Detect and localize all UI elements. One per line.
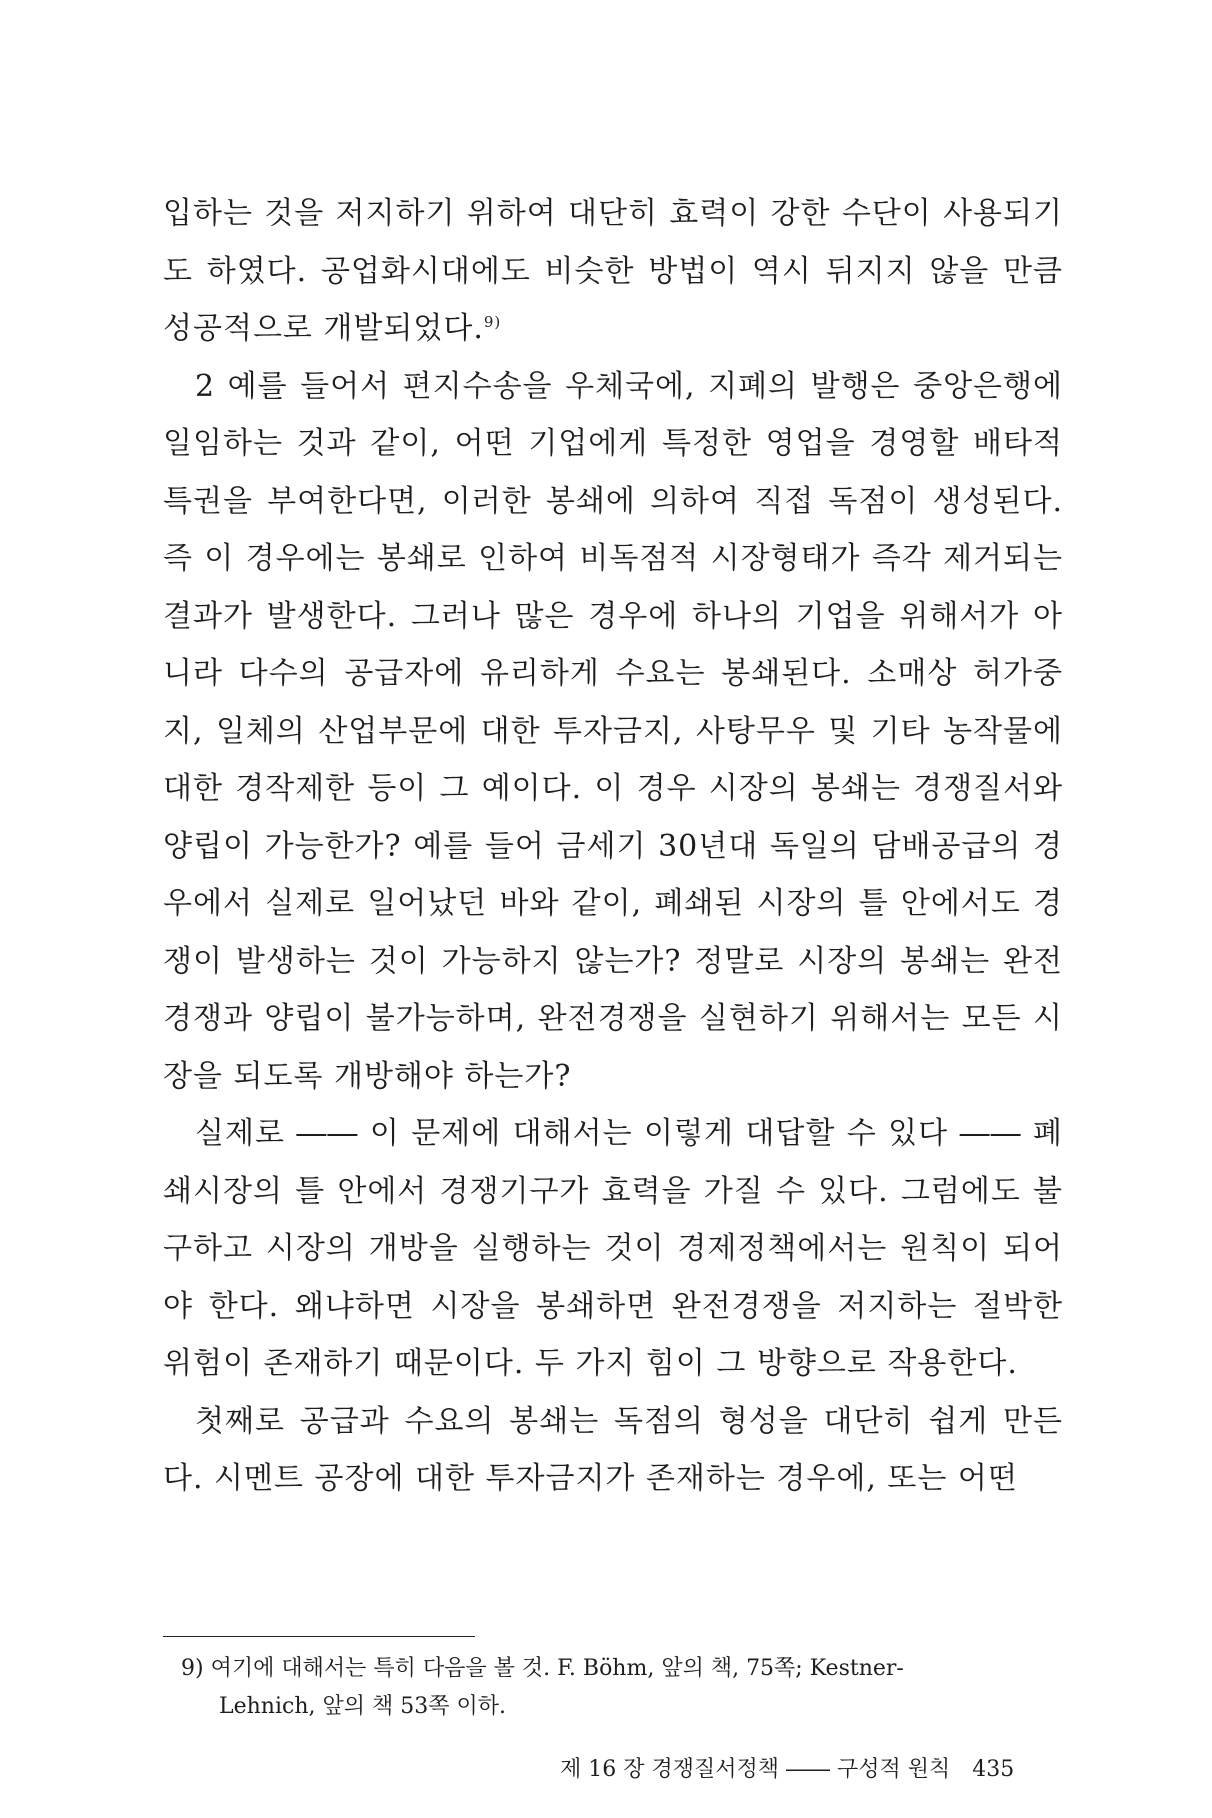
page-number: 435 [972, 1757, 1015, 1782]
footnote-divider [163, 1636, 475, 1637]
paragraph-text: 실제로 ―― 이 문제에 대해서는 이렇게 대답할 수 있다 ―― 폐쇄시장의 틀 안에서 경쟁기구가 효력을 가질 수 있다. 그럼에도 불구하고 시장의 개방을 실행하는 것이 경제정책에서는 원칙이 되어야 한다. 왜냐하면 시장을 봉쇄하면 완전경쟁을 저지하는 절박한 위험이 존재하기 때문이다. 두 가지 힘이 그 방향으로 작용한다. [163, 1116, 1063, 1381]
footnote [181, 1650, 1061, 1726]
paragraph-4 [163, 1393, 1063, 1508]
footnote-line-2: Lehnich, 앞의 책 53쪽 이하. [219, 1694, 506, 1719]
paragraph-1 [163, 185, 1063, 358]
paragraph-2 [163, 358, 1063, 1106]
paragraph-text: 입하는 것을 저지하기 위하여 대단히 효력이 강한 수단이 사용되기도 하였다. 공업화시대에도 비슷한 방법이 역시 뒤지지 않을 만큼 성공적으로 개발되었다. [163, 196, 1063, 346]
paragraph-text: 첫째로 공급과 수요의 봉쇄는 독점의 형성을 대단히 쉽게 만든다. 시멘트 공장에 대한 투자금지가 존재하는 경우에, 또는 어떤 [163, 1403, 1063, 1496]
running-head: 제 16 장 경쟁질서정책 ―― 구성적 원칙 [560, 1757, 951, 1782]
main-text [163, 185, 1063, 1508]
paragraph-text: 2 예를 들어서 편지수송을 우체국에, 지폐의 발행은 중앙은행에 일임하는 것과 같이, 어떤 기업에게 특정한 영업을 경영할 배타적 특권을 부여한다면, 이러한 봉쇄에 의하여 직접 독점이 생성된다. 즉 이 경우에는 봉쇄로 인하여 비독점적 시장형태가 즉각 제거되는 결과가 발생한다. 그러나 많은 경우에 하나의 기업을 위해서가 아니라 다수의 공급자에 유리하게 수요는 봉쇄된다. 소매상 허가중지, 일체의 산업부문에 대한 투자금지, 사탕무우 및 기타 농작물에 대한 경작제한 등이 그 예이다. 이 경우 시장의 봉쇄는 경쟁질서와 양립이 가능한가? 예를 들어 금세기 30년대 독일의 담배공급의 경우에서 실제로 일어났던 바와 같이, 폐쇄된 시장의 틀 안에서도 경쟁이 발생하는 것이 가능하지 않는가? 정말로 시장의 봉쇄는 완전경쟁과 양립이 불가능하며, 완전경쟁을 실현하기 위해서는 모든 시장을 되도록 개방해야 하는가? [163, 368, 1063, 1094]
paragraph-3 [163, 1105, 1063, 1393]
footnote-reference[interactable]: 9) [483, 313, 502, 331]
page-footer [560, 1755, 1060, 1785]
footnote-marker: 9) [181, 1656, 204, 1681]
footnote-line-1: 여기에 대해서는 특히 다음을 볼 것. F. Böhm, 앞의 책, 75쪽; Kestner- [210, 1656, 904, 1681]
